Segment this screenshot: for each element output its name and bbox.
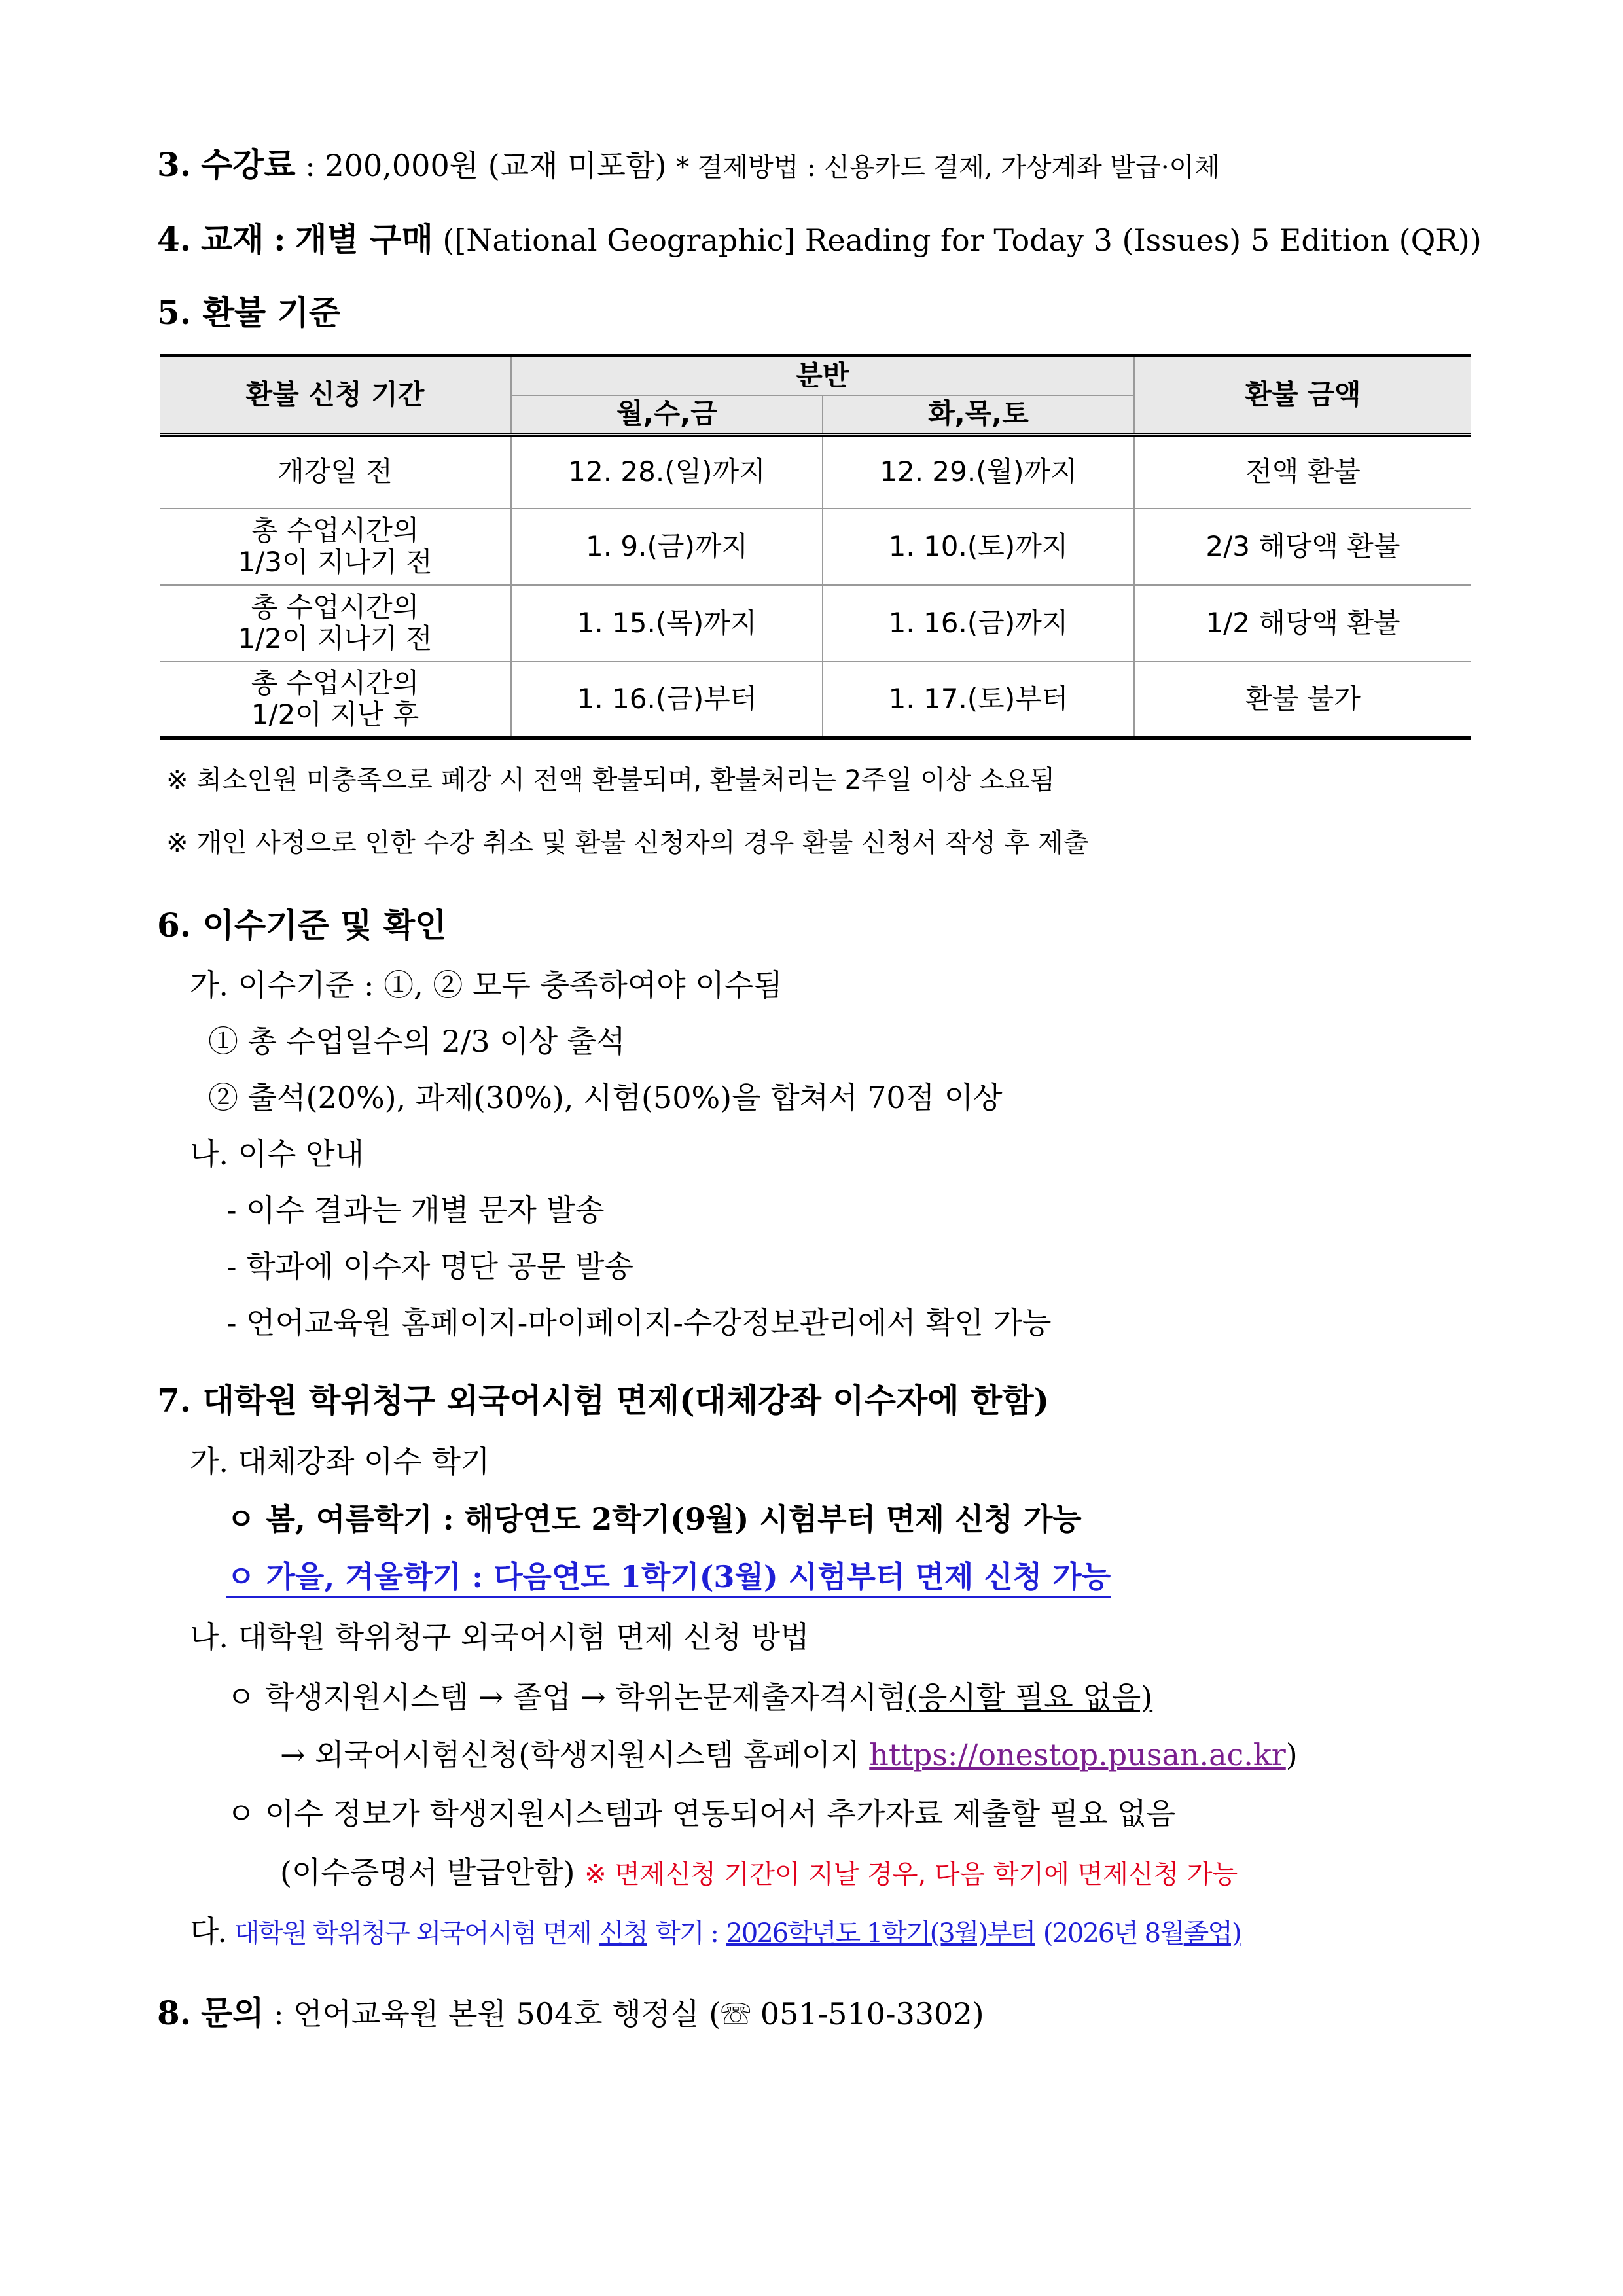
period-line-1: 총 수업시간의 <box>251 666 419 699</box>
cell-mwf: 1. 15.(목)까지 <box>511 585 823 662</box>
cell-tts: 1. 16.(금)까지 <box>823 585 1134 662</box>
refund-note-2: ※ 개인 사정으로 인한 수강 취소 및 환불 신청자의 경우 환불 신청서 작성 후 제출 <box>166 828 1089 858</box>
criteria-item-1: ① 총 수업일수의 2/3 이상 출석 <box>208 1024 626 1059</box>
spring-summer-rule: ㅇ 봄, 여름학기 : 해당연도 2학기(9월) 시험부터 면제 신청 가능 <box>226 1501 1082 1537</box>
method-step-2-text: → 외국어시험신청(학생지원시스템 홈페이지 <box>280 1737 870 1772</box>
section-number: 3. <box>157 145 192 184</box>
refund-note-1: ※ 최소인원 미충족으로 폐강 시 전액 환불되며, 환불처리는 2주일 이상 소요됨 <box>166 765 1056 795</box>
section-6-title: 6. 이수기준 및 확인 <box>157 906 447 944</box>
section-title: 수강료 <box>200 145 296 184</box>
cell-amount: 2/3 해당액 환불 <box>1134 509 1471 585</box>
table-row <box>160 662 1471 738</box>
period-line-1: 총 수업시간의 <box>251 590 419 623</box>
section-7-title: 7. 대학원 학위청구 외국어시험 면제(대체강좌 이수자에 한함) <box>157 1381 1050 1420</box>
header-period: 환불 신청 기간 <box>160 356 511 435</box>
separator: : <box>274 1996 284 2032</box>
separator: : <box>305 148 315 183</box>
refund-table <box>160 354 1471 740</box>
section-4-textbook <box>157 220 1482 259</box>
completion-guide-heading: 나. 이수 안내 <box>190 1136 365 1172</box>
period-line-2: 1/3이 지나기 전 <box>238 546 433 578</box>
cell-amount: 전액 환불 <box>1134 435 1471 509</box>
method-step-4 <box>280 1855 1238 1891</box>
fall-winter-rule-text: ㅇ 가을, 겨울학기 : 다음연도 1학기(3월) 시험부터 면제 신청 가능 <box>226 1559 1111 1598</box>
completion-guide-item: - 학과에 이수자 명단 공문 발송 <box>226 1249 633 1284</box>
alt-course-heading: 가. 대체강좌 이수 학기 <box>190 1444 490 1479</box>
deadline-warning: ※ 면제신청 기간이 지날 경우, 다음 학기에 면제신청 가능 <box>584 1859 1238 1890</box>
textbook-title: ([National Geographic] Reading for Today 3 (Issues) 5 Edition (QR)) <box>442 223 1482 258</box>
method-step-3: ㅇ 이수 정보가 학생지원시스템과 연동되어서 추가자료 제출할 필요 없음 <box>226 1796 1176 1831</box>
purchase-type: 개별 구매 <box>295 220 433 259</box>
cell-tts: 12. 29.(월)까지 <box>823 435 1134 509</box>
exemption-term-grad-end: 졸업) <box>1183 1918 1241 1948</box>
header-mwf: 월,수,금 <box>511 395 823 435</box>
contact-info: 언어교육원 본원 504호 행정실 (☏ 051-510-3302) <box>293 1996 984 2032</box>
period-line-2: 1/2이 지난 후 <box>251 698 419 731</box>
fall-winter-rule <box>226 1559 1111 1595</box>
exemption-term-label: 대학원 학위청구 외국어시험 면제 <box>234 1918 591 1948</box>
no-exam-needed: (응시할 필요 없음) <box>906 1679 1153 1715</box>
period-line-2: 1/2이 지나기 전 <box>238 622 433 655</box>
cell-tts: 1. 17.(토)부터 <box>823 662 1134 738</box>
cell-amount: 1/2 해당액 환불 <box>1134 585 1471 662</box>
method-step-1 <box>226 1679 1152 1715</box>
table-row <box>160 509 1471 585</box>
cell-mwf: 1. 9.(금)까지 <box>511 509 823 585</box>
section-title: 문의 <box>200 1994 264 2032</box>
payment-note: * 결제방법 : 신용카드 결제, 가상계좌 발급·이체 <box>676 152 1220 183</box>
no-certificate-note: (이수증명서 발급안함) <box>280 1855 575 1890</box>
section-title: 환불 기준 <box>202 293 341 332</box>
method-step-1-text: ㅇ 학생지원시스템 → 졸업 → 학위논문제출자격시험 <box>226 1679 906 1715</box>
item-marker: 다. <box>190 1914 226 1949</box>
cell-period: 개강일 전 <box>160 435 511 509</box>
onestop-link[interactable]: https://onestop.pusan.ac.kr <box>869 1737 1286 1772</box>
method-step-2 <box>280 1737 1298 1773</box>
cell-amount: 환불 불가 <box>1134 662 1471 738</box>
cell-mwf: 1. 16.(금)부터 <box>511 662 823 738</box>
table-row <box>160 435 1471 509</box>
section-number: 4. <box>157 220 192 259</box>
cell-period <box>160 662 511 738</box>
completion-guide-item: - 언어교육원 홈페이지-마이페이지-수강정보관리에서 확인 가능 <box>226 1305 1052 1340</box>
cell-period <box>160 585 511 662</box>
section-5-refund <box>157 293 340 332</box>
section-number: 5. <box>157 293 192 332</box>
table-row <box>160 585 1471 662</box>
section-8-contact <box>157 1994 984 2033</box>
exemption-method-heading: 나. 대학원 학위청구 외국어시험 면제 신청 방법 <box>190 1619 810 1655</box>
header-class: 분반 <box>511 356 1134 395</box>
exemption-term-grad: (2026년 8월 <box>1043 1918 1184 1948</box>
exemption-term <box>190 1914 1241 1950</box>
cell-tts: 1. 10.(토)까지 <box>823 509 1134 585</box>
exemption-term-start: 2026학년도 1학기(3월)부터 <box>726 1918 1035 1948</box>
header-amount: 환불 금액 <box>1134 356 1471 435</box>
section-number: 8. <box>157 1994 192 2032</box>
header-tts: 화,목,토 <box>823 395 1134 435</box>
separator: : <box>274 220 286 259</box>
period-line-1: 총 수업시간의 <box>251 514 419 547</box>
criteria-heading: 가. 이수기준 : ①, ② 모두 충족하여야 이수됨 <box>190 967 783 1003</box>
section-3-fee <box>157 145 1220 185</box>
exemption-term-apply: 신청 <box>599 1918 647 1948</box>
cell-mwf: 12. 28.(일)까지 <box>511 435 823 509</box>
fee-value: 200,000원 (교재 미포함) <box>325 148 667 183</box>
exemption-term-sep: 학기 : <box>655 1918 718 1948</box>
cell-period <box>160 509 511 585</box>
criteria-item-2: ② 출석(20%), 과제(30%), 시험(50%)을 합쳐서 70점 이상 <box>208 1080 1003 1115</box>
section-title: 교재 <box>200 220 264 259</box>
close-paren: ) <box>1285 1737 1298 1772</box>
completion-guide-item: - 이수 결과는 개별 문자 발송 <box>226 1193 605 1228</box>
